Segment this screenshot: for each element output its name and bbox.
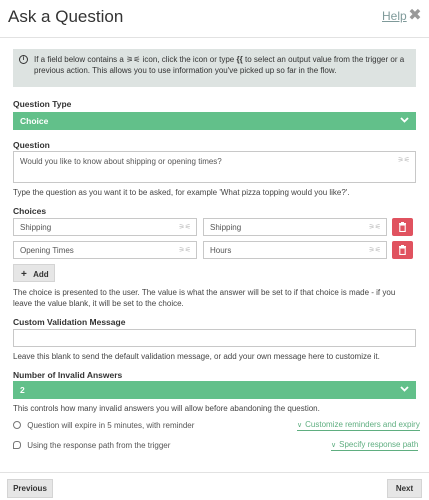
chevron-down-icon <box>400 115 408 123</box>
dialog-content <box>0 38 429 472</box>
question-type-label: Question Type <box>13 99 72 109</box>
validation-help: Leave this blank to send the default validation message, or add your own message here to customize it. <box>13 352 380 361</box>
choice-answer-value: Hours <box>210 246 232 255</box>
trash-icon <box>398 222 407 232</box>
question-help: Type the question as you want it to be asked, for example 'What pizza topping would you like?'. <box>13 188 350 197</box>
variable-picker-icon[interactable]: ⚞⚟ <box>178 224 191 231</box>
variable-icon: ⚞⚟ <box>126 55 141 64</box>
question-label: Question <box>13 140 50 150</box>
choice-input[interactable] <box>13 241 197 259</box>
clock-icon <box>13 421 21 429</box>
choice-value-input[interactable] <box>203 218 387 236</box>
chevron-down-icon: ∨ <box>331 442 337 449</box>
response-path-row <box>13 441 170 450</box>
choice-value: Opening Times <box>20 246 74 255</box>
braces-symbol: {{ <box>236 55 243 64</box>
next-button[interactable]: Next <box>387 479 422 498</box>
info-text-middle: icon, click the icon or type <box>142 55 235 64</box>
invalid-answers-help: This controls how many invalid answers you will allow before abandoning the question. <box>13 404 320 413</box>
invalid-answers-label: Number of Invalid Answers <box>13 370 123 380</box>
choices-help: The choice is presented to the user. The value is what the answer will be set to if that choice is made - if you leave the value blank, it will be set to the choice. <box>13 288 396 308</box>
info-icon: i <box>19 55 28 64</box>
customize-reminders-label: Customize reminders and expiry <box>305 420 420 429</box>
choice-value-input[interactable] <box>203 241 387 259</box>
validation-input[interactable] <box>13 329 416 347</box>
dialog-header <box>0 0 429 38</box>
info-text-end: to select an output value from the trigger or a previous action. This allows you to use information you've picked up so far in the flow. <box>34 55 405 75</box>
speech-bubble-icon <box>13 441 21 449</box>
dialog-title: Ask a Question <box>8 7 124 26</box>
response-path-text: Using the response path from the trigger <box>27 441 171 450</box>
chevron-down-icon <box>400 384 408 392</box>
invalid-answers-value: 2 <box>20 385 25 395</box>
trash-icon <box>398 245 407 255</box>
question-type-select[interactable] <box>13 112 416 130</box>
choice-input[interactable] <box>13 218 197 236</box>
variable-picker-icon[interactable]: ⚞⚟ <box>368 224 381 231</box>
choice-value: Shipping <box>20 223 52 232</box>
choices-label: Choices <box>13 206 47 216</box>
help-link[interactable]: Help <box>382 9 407 23</box>
variable-picker-icon[interactable]: ⚞⚟ <box>178 247 191 254</box>
specify-response-path-link[interactable] <box>331 440 418 451</box>
info-text-start: If a field below contains a <box>34 55 124 64</box>
dialog-footer <box>0 472 429 500</box>
question-type-value: Choice <box>20 116 49 126</box>
add-label: Add <box>33 270 49 279</box>
invalid-answers-select[interactable] <box>13 381 416 399</box>
variable-picker-icon[interactable]: ⚞⚟ <box>397 157 410 164</box>
close-icon[interactable]: ✖ <box>408 7 422 24</box>
choice-answer-value: Shipping <box>210 223 242 232</box>
expiry-text: Question will expire in 5 minutes, with reminder <box>27 421 195 430</box>
info-panel <box>13 49 416 87</box>
question-input[interactable] <box>13 151 416 183</box>
delete-choice-button[interactable] <box>392 241 413 259</box>
delete-choice-button[interactable] <box>392 218 413 236</box>
chevron-down-icon: ∨ <box>297 422 303 429</box>
add-choice-button[interactable] <box>13 264 55 282</box>
specify-response-path-label: Specify response path <box>339 440 419 449</box>
question-value: Would you like to know about shipping or opening times? <box>20 157 222 166</box>
variable-picker-icon[interactable]: ⚞⚟ <box>368 247 381 254</box>
validation-label: Custom Validation Message <box>13 317 126 327</box>
customize-reminders-link[interactable] <box>297 420 420 431</box>
previous-button[interactable]: Previous <box>7 479 53 498</box>
plus-icon: + <box>21 269 27 280</box>
expiry-row <box>13 421 194 430</box>
